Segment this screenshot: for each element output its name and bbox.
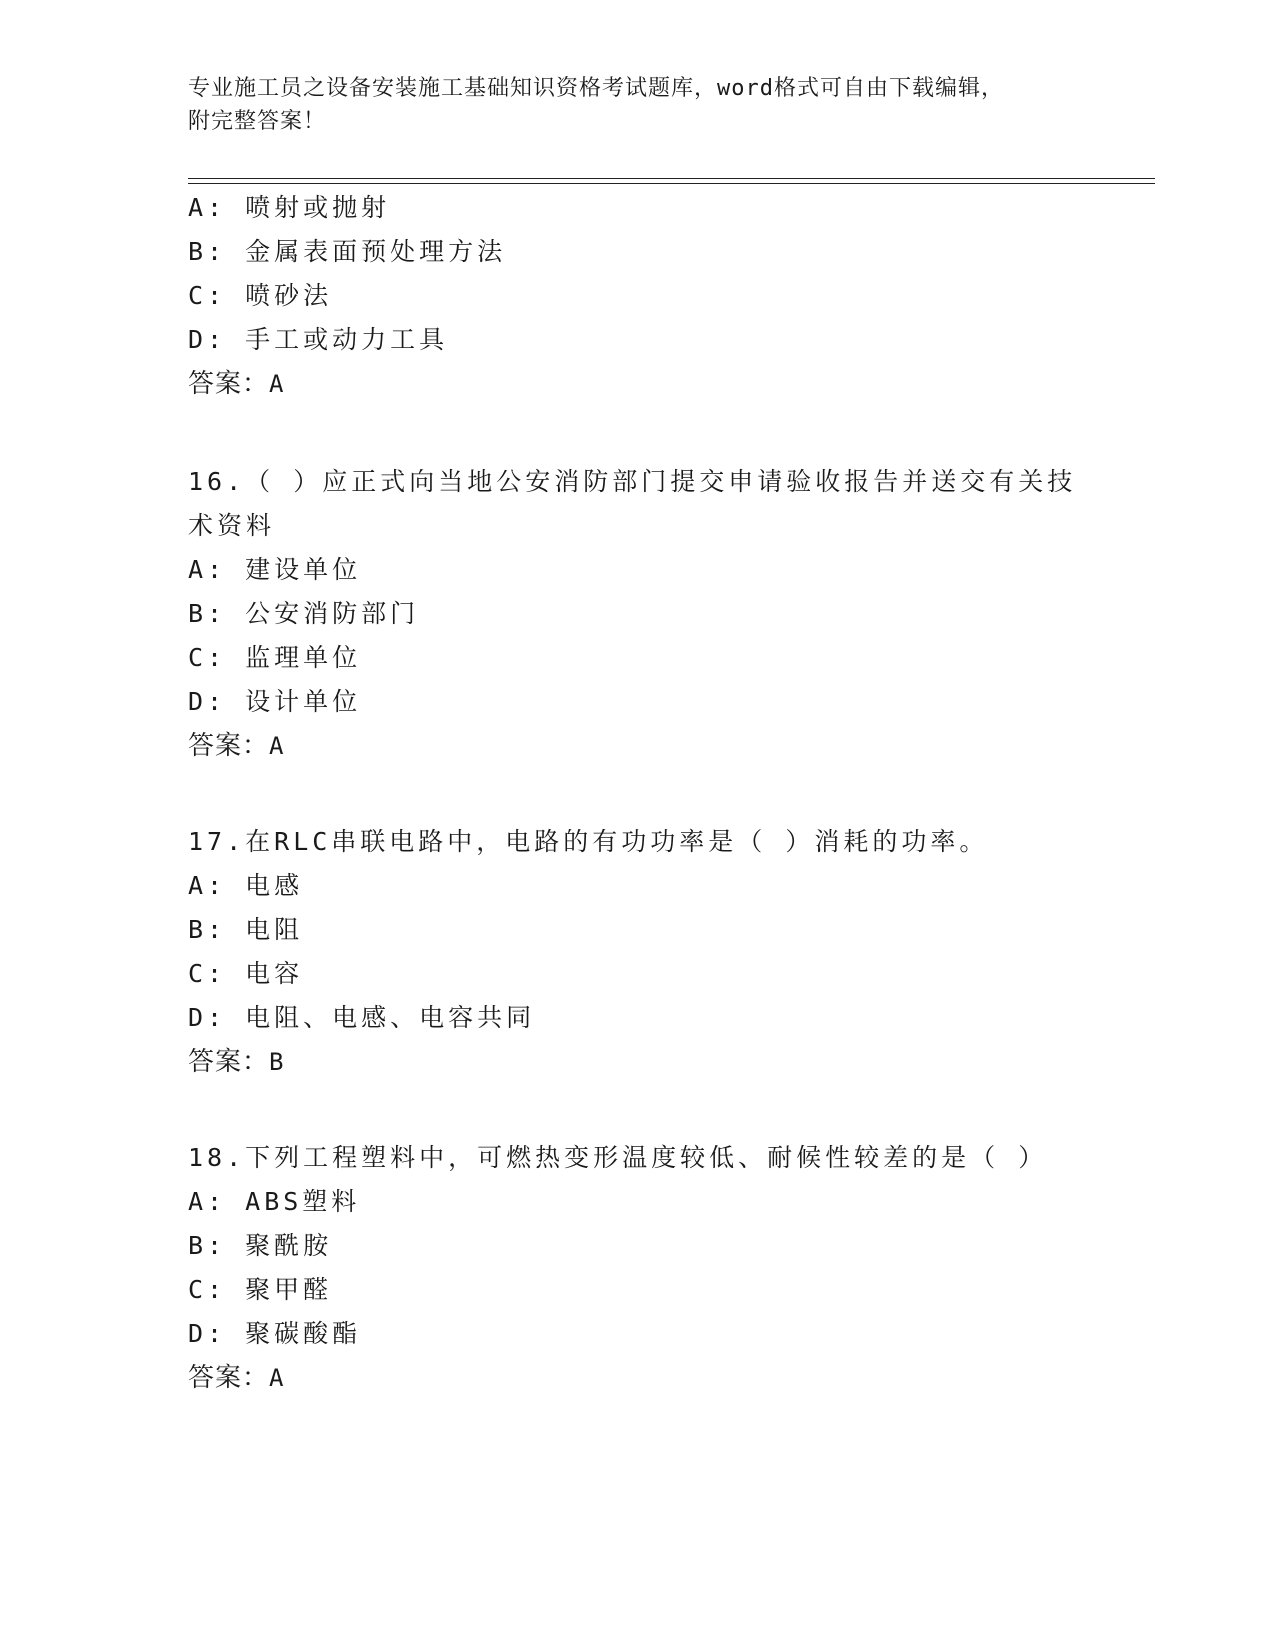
header-line-1: 专业施工员之设备安装施工基础知识资格考试题库，word格式可自由下载编辑， bbox=[188, 76, 1004, 101]
q15-answer bbox=[188, 368, 284, 400]
header-divider-bottom bbox=[188, 183, 1155, 184]
q16-stem-line-2: 术资料 bbox=[188, 511, 276, 540]
q15-option-d: D: 手工或动力工具 bbox=[188, 325, 449, 354]
q16-option-a: A: 建设单位 bbox=[188, 555, 362, 584]
document-header bbox=[188, 72, 1088, 138]
q18-answer-value: A bbox=[269, 1364, 285, 1392]
q18-option-c: C: 聚甲醛 bbox=[188, 1275, 333, 1304]
q18-option-d: D: 聚碳酸酯 bbox=[188, 1319, 362, 1348]
q16-answer-label: 答案： bbox=[188, 731, 270, 761]
q15-option-c: C: 喷砂法 bbox=[188, 281, 333, 310]
q17-option-c: C: 电容 bbox=[188, 959, 304, 988]
q16-option-d: D: 设计单位 bbox=[188, 687, 362, 716]
q16-option-c: C: 监理单位 bbox=[188, 643, 362, 672]
q15-answer-value: A bbox=[269, 370, 285, 398]
q18-option-b: B: 聚酰胺 bbox=[188, 1231, 333, 1260]
q18-stem-line-1: 18.下列工程塑料中，可燃热变形温度较低、耐候性较差的是（ ） bbox=[188, 1143, 1048, 1172]
q17-stem-line-1: 17.在RLC串联电路中，电路的有功功率是（ ）消耗的功率。 bbox=[188, 827, 989, 856]
q16-answer-value: A bbox=[269, 732, 285, 760]
q17-option-d: D: 电阻、电感、电容共同 bbox=[188, 1003, 536, 1032]
q15-option-a: A: 喷射或抛射 bbox=[188, 193, 391, 222]
q18-answer bbox=[188, 1362, 284, 1394]
q17-option-a: A: 电感 bbox=[188, 871, 304, 900]
q16-option-b: B: 公安消防部门 bbox=[188, 599, 420, 628]
q16-stem-line-1: 16.（ ）应正式向当地公安消防部门提交申请验收报告并送交有关技 bbox=[188, 467, 1077, 496]
q18-answer-label: 答案： bbox=[188, 1363, 270, 1393]
q18-option-a: A: ABS塑料 bbox=[188, 1187, 361, 1216]
q16-answer bbox=[188, 730, 284, 762]
q17-answer bbox=[188, 1046, 284, 1078]
header-line-2: 附完整答案！ bbox=[188, 109, 327, 134]
q17-answer-value: B bbox=[269, 1048, 285, 1076]
q15-option-b: B: 金属表面预处理方法 bbox=[188, 237, 507, 266]
q17-option-b: B: 电阻 bbox=[188, 915, 304, 944]
q17-answer-label: 答案： bbox=[188, 1047, 270, 1077]
q15-answer-label: 答案： bbox=[188, 369, 270, 399]
header-divider-top bbox=[188, 178, 1155, 179]
